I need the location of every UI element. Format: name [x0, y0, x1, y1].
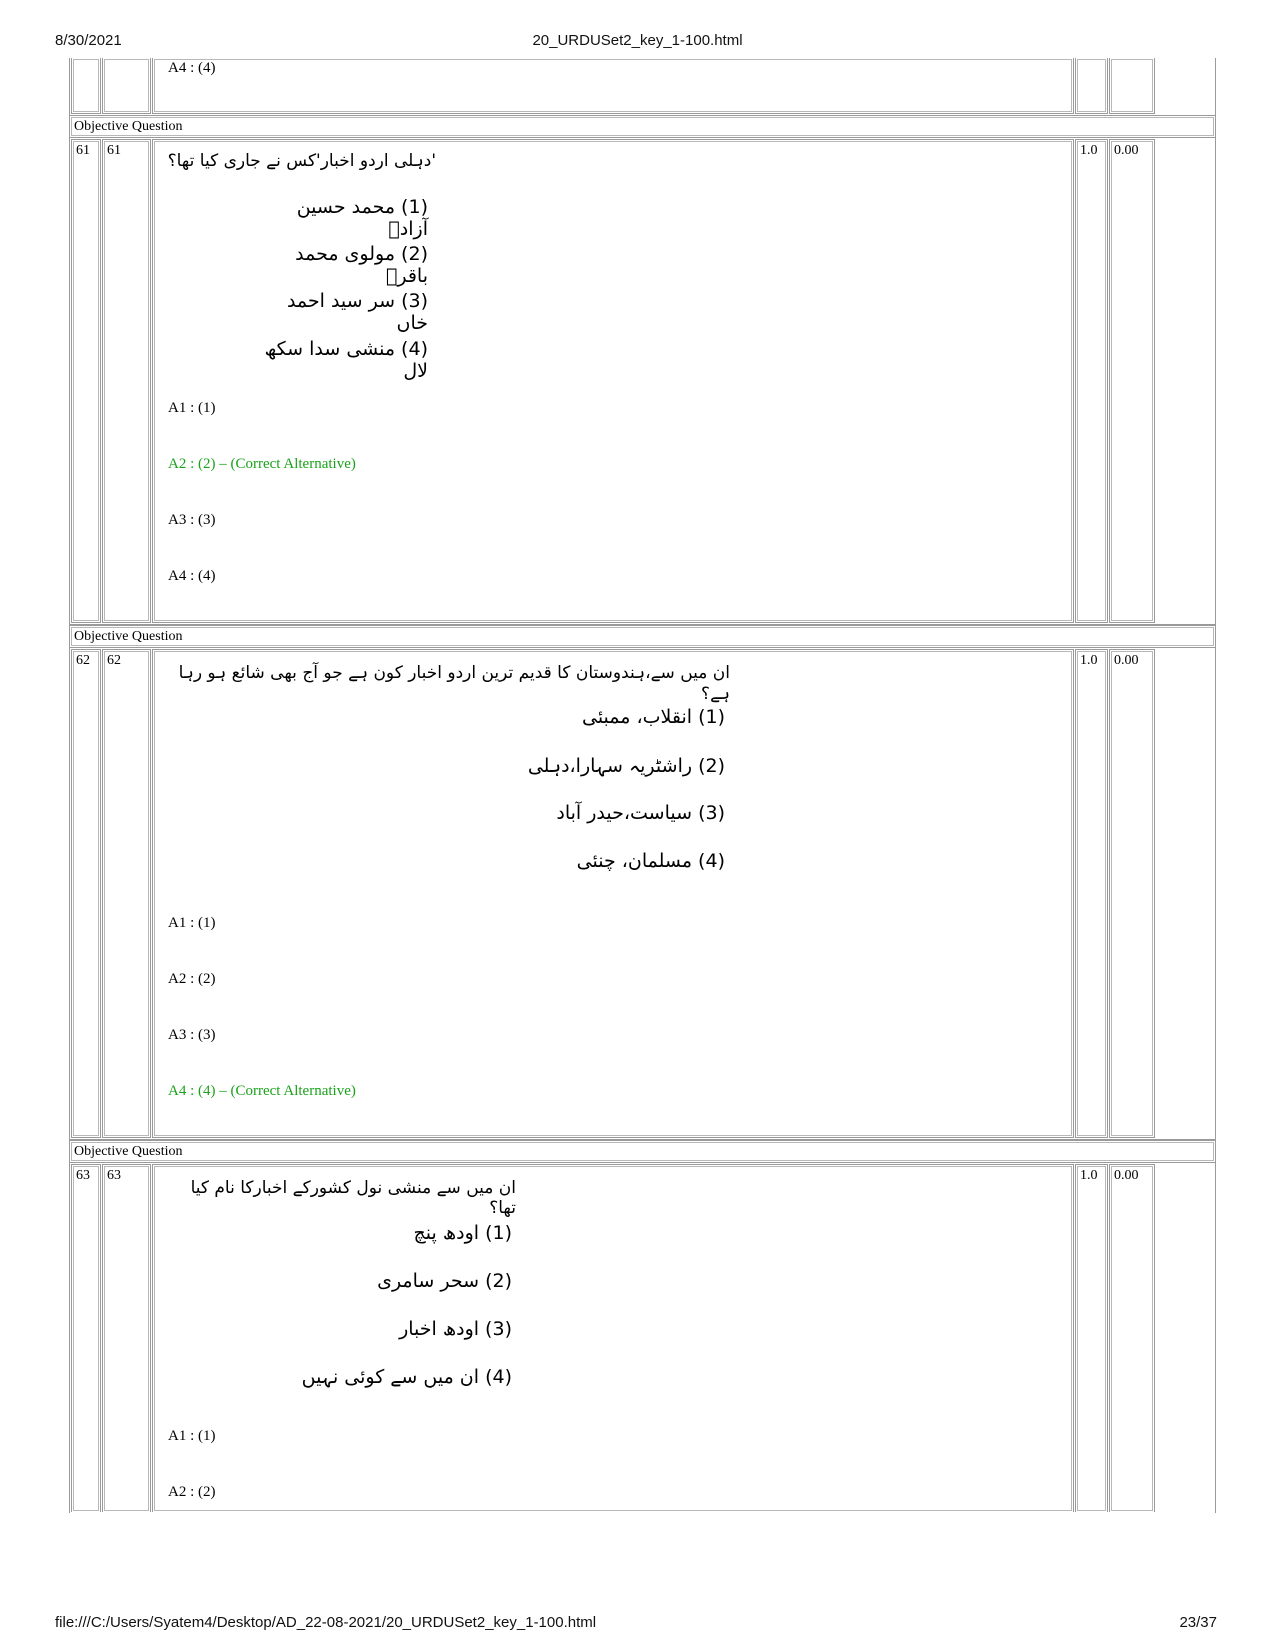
- option-3: (3) سیاست،حیدر آباد: [556, 802, 725, 824]
- question-text: ان میں سے منشی نول کشورکے اخبارکا نام کیا تھا؟: [190, 1178, 516, 1218]
- option-1: (1) محمد حسین آزادؔ: [296, 196, 428, 240]
- serial-number-cell: 61: [71, 139, 101, 623]
- question-id-cell: 62: [102, 649, 151, 1138]
- fragment-marks-cell: [1075, 58, 1108, 114]
- serial-number-cell: 63: [71, 1164, 101, 1512]
- option-1: (1) اودھ پنچ: [413, 1222, 512, 1244]
- answer-option: A1 : (1): [168, 1428, 216, 1444]
- answer-option: A3 : (3): [168, 1027, 216, 1043]
- question-text: ان میں سے،ہندوستان کا قدیم ترین اردو اخبار کون ہے جو آج بھی شائع ہو رہا ہے؟: [178, 663, 730, 704]
- print-date: 8/30/2021: [55, 32, 122, 49]
- marks-cell: 1.0: [1075, 649, 1108, 1138]
- fragment-sno-cell: [71, 58, 101, 114]
- answer-option: A4 : (4): [168, 568, 216, 584]
- option-3: (3) اودھ اخبار: [399, 1318, 512, 1340]
- negative-marks-cell: 0.00: [1109, 139, 1155, 623]
- fragment-content-cell: [152, 58, 1074, 114]
- marks-cell: 1.0: [1075, 139, 1108, 623]
- correct-answer-option: A4 : (4) – (Correct Alternative): [168, 1083, 356, 1099]
- option-4: (4) ان میں سے کوئی نہیں: [301, 1366, 512, 1388]
- page-number: 23/37: [1179, 1614, 1217, 1631]
- answer-option: A3 : (3): [168, 512, 216, 528]
- question-id-cell: 63: [102, 1164, 151, 1512]
- fragment-neg-cell: [1109, 58, 1155, 114]
- option-2: (2) سحر سامری: [377, 1270, 512, 1292]
- question-type-banner: Objective Question: [69, 625, 1216, 648]
- correct-answer-option: A2 : (2) – (Correct Alternative): [168, 456, 356, 472]
- marks-cell: 1.0: [1075, 1164, 1108, 1512]
- fragment-qid-cell: [102, 58, 151, 114]
- answer-option: A1 : (1): [168, 400, 216, 416]
- question-type-banner: Objective Question: [69, 1140, 1216, 1163]
- question-type-banner: Objective Question: [69, 115, 1216, 138]
- answer-option: A2 : (2): [168, 971, 216, 987]
- negative-marks-cell: 0.00: [1109, 1164, 1155, 1512]
- negative-marks-cell: 0.00: [1109, 649, 1155, 1138]
- option-4: (4) منشی سدا سکھ لال: [264, 338, 428, 382]
- option-4: (4) مسلمان، چنئی: [576, 850, 725, 872]
- answer-option: A4 : (4): [168, 60, 216, 76]
- print-title: 20_URDUSet2_key_1-100.html: [532, 32, 743, 49]
- option-2: (2) مولوی محمد باقرؔ: [295, 243, 428, 287]
- serial-number-cell: 62: [71, 649, 101, 1138]
- answer-option: A2 : (2): [168, 1484, 216, 1500]
- question-id-cell: 61: [102, 139, 151, 623]
- option-3: (3) سر سید احمد خاں: [286, 290, 428, 334]
- file-path: file:///C:/Users/Syatem4/Desktop/AD_22-08-2021/20_URDUSet2_key_1-100.html: [55, 1614, 597, 1631]
- option-1: (1) انقلاب، ممبئی: [581, 706, 725, 728]
- question-text: 'دہلی اردو اخبار'کس نے جاری کیا تھا؟: [167, 151, 436, 171]
- option-2: (2) راشٹریہ سہارا،دہلی: [527, 755, 725, 777]
- answer-option: A1 : (1): [168, 915, 216, 931]
